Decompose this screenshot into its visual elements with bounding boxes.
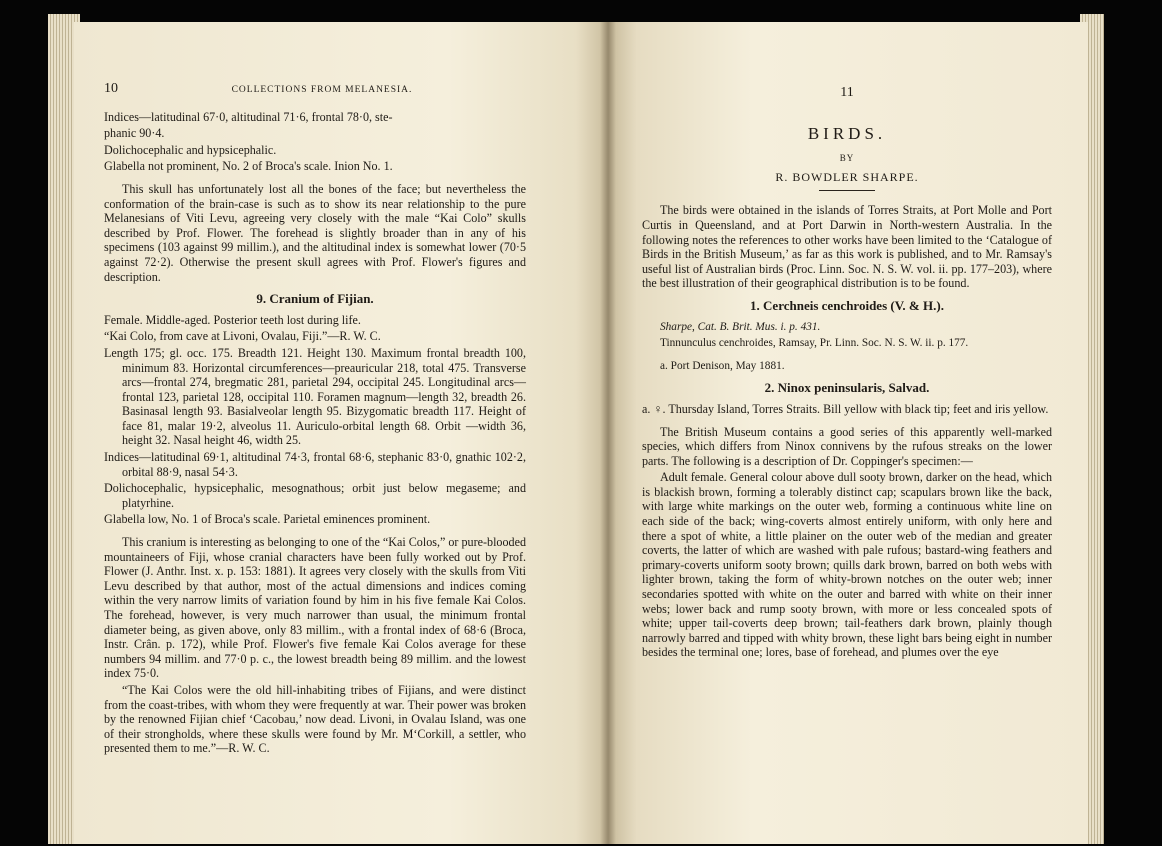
section-heading: 9. Cranium of Fijian. — [256, 291, 374, 307]
cranium-indices: Indices—latitudinal 69·1, altitudinal 74·3, frontal 68·6, stephanic 83·0, gnathic 102·2, orbital 88·9, nasal 54·3. — [104, 450, 526, 479]
running-head: COLLECTIONS FROM MELANESIA. — [231, 85, 413, 95]
species-1-ref-2: Tinnunculus cenchroides, Ramsay, Pr. Linn. Soc. N. S. W. ii. p. 177. — [660, 337, 969, 350]
indices-line-1: Indices—latitudinal 67·0, altitudinal 71·6, frontal 78·0, ste- — [104, 109, 393, 124]
species-2-specimen: a. ♀. Thursday Island, Torres Straits. Bill yellow with black tip; feet and iris yellow. — [642, 401, 1049, 416]
cranium-glabella: Glabella low, No. 1 of Broca's scale. Parietal eminences prominent. — [104, 512, 431, 527]
species-2-description: Adult female. General colour above dull sooty brown, darker on the head, which is blackish brown, forming a tolerably distinct cap; scapulars brown like the back, with large white markings on the outer web, forming a continuous white line on each side of the back; wing-coverts almost entirely uniform, with only here and there a spot of white, a little plainer on the outer web of the median and greater coverts, the latter of which are washed with pale rufous; bastard-wing feathers and primary-coverts uniform sooty brown; quills dark brown, barred on both webs with lighter brown, taking the form of whity-brown notches on the outer web; inner secondaries spotted with white on the outer and barred with white on their inner webs; lower back and rump sooty brown, with more or less concealed spots of white; upper tail-coverts deep brown; tail-feathers dark brown, plainly though narrowly barred and tipped with whity brown, these light bars being eight in number besides the terminal one; lores, base of forehead, and plumes over the eye — [642, 470, 1052, 660]
glabella-line: Glabella not prominent, No. 2 of Broca's scale. Inion No. 1. — [104, 159, 393, 174]
cranium-type: Dolichocephalic, hypsicephalic, mesognathous; orbit just below megaseme; and platyrhine. — [104, 481, 526, 510]
species-1-specimen: a. Port Denison, May 1881. — [660, 359, 785, 372]
book-gutter — [600, 22, 616, 844]
cranium-line-2: “Kai Colo, from cave at Livoni, Ovalau, Fiji.”—R. W. C. — [104, 329, 381, 344]
skull-type-line: Dolichocephalic and hypsicephalic. — [104, 142, 277, 157]
by-line: BY — [839, 153, 855, 164]
left-page-text — [104, 82, 526, 758]
cranium-line-1: Female. Middle-aged. Posterior teeth lost during life. — [104, 312, 361, 327]
species-1-heading: 1. Cerchneis cenchroides (V. & H.). — [750, 297, 944, 313]
indices-line-2: phanic 90·4. — [104, 126, 165, 141]
kai-colo-quote: “The Kai Colos were the old hill-inhabiting tribes of Fijians, and were distinct from the coast-tribes, with whom they were frequently at war. Their power was broken by the renowned Fijian chief ‘Cacobau,’ now dead. Livoni, in Ovalau Island, was one of their strongholds, where these skulls were found by Mr. M‘Corkill, a settler, who presented them to me.”—R. W. C. — [104, 682, 526, 756]
cranium-measurements: Length 175; gl. occ. 175. Breadth 121. Height 130. Maximum frontal breadth 100, minimum 83. Horizontal circumferences—preauricular 218, total 475. Transverse arcs—frontal 274, bregmatic 281, parietal 294, occipital 245. Longitudinal arcs—frontal 123, parietal 128, occipital 110. Foramen magnum—length 32, breadth 26. Basinasal length 93. Basialveolar length 95. Bizygomatic breadth 117. Height of face 81, malar 19·2, alveolus 11. Auriculo-orbital length 68. Orbit —width 36, height 32. Nasal height 46, width 25. — [104, 345, 526, 448]
species-2-paragraph: The British Museum contains a good series of this apparently well-marked species, which differs from Ninox connivens by the rufous streaks on the lower parts. The following is a description of Dr. Coppinger's specimen:— — [642, 424, 1052, 468]
article-title: BIRDS. — [807, 123, 887, 143]
author-name: R. BOWDLER SHARPE. — [775, 169, 919, 184]
left-page-number: 10 — [104, 81, 118, 96]
cranium-paragraph: This cranium is interesting as belonging to one of the “Kai Colos,” or pure-blooded mountaineers of Fiji, whose cranial characters have been fully worked out by Prof. Flower (J. Anthr. Inst. x. p. 153: 1881). It agrees very closely with the skulls from Viti Levu described by that author, most of the actual dimensions and indices coming within the very narrow limits of variation found by him in his five female Kai Colos. The forehead, however, is very much narrower than usual, the minimum frontal diameter being, as given above, only 83 millim., with a frontal index of 68·6 (Broca, Instr. Crân. p. 172), while Prof. Flower's five female Kai Colos average for these numbers 94 millim. and 77·0 p. c., the lowest breadth being 89 millim. and the lowest index 75·0. — [104, 535, 526, 681]
skull-paragraph: This skull has unfortunately lost all the bones of the face; but nevertheless the conformation of the brain-case is such as to show its near relationship to the pure Melanesians of Viti Levu, agreeing very closely with the male “Kai Colo” skulls described by Prof. Flower. The forehead is slightly broader than in any of his specimens (103 against 99 millim.), and the altitudinal index is somewhat lower (70·5 against 72·2). Otherwise the present skull agrees with Prof. Flower's figures and description. — [104, 181, 526, 284]
species-2-heading: 2. Ninox peninsularis, Salvad. — [764, 380, 930, 396]
intro-paragraph: The birds were obtained in the islands of Torres Straits, at Port Molle and Port Curtis in Queensland, and at Port Darwin in North-western Australia. In the following notes the references to other works have been limited to the ‘Catalogue of Birds in the British Museum,’ as far as this work is published, and to Mr. Ramsay's useful list of Australian birds (Proc. Linn. Soc. N. S. W. vol. ii. pp. 177–203), where the best illustration of their geographical distribution is to be found. — [642, 203, 1052, 291]
title-rule — [819, 190, 875, 191]
right-page-text — [642, 86, 1052, 662]
left-header — [104, 82, 526, 98]
species-1-ref-1: Sharpe, Cat. B. Brit. Mus. i. p. 431. — [660, 320, 821, 333]
right-page-number: 11 — [840, 85, 854, 100]
